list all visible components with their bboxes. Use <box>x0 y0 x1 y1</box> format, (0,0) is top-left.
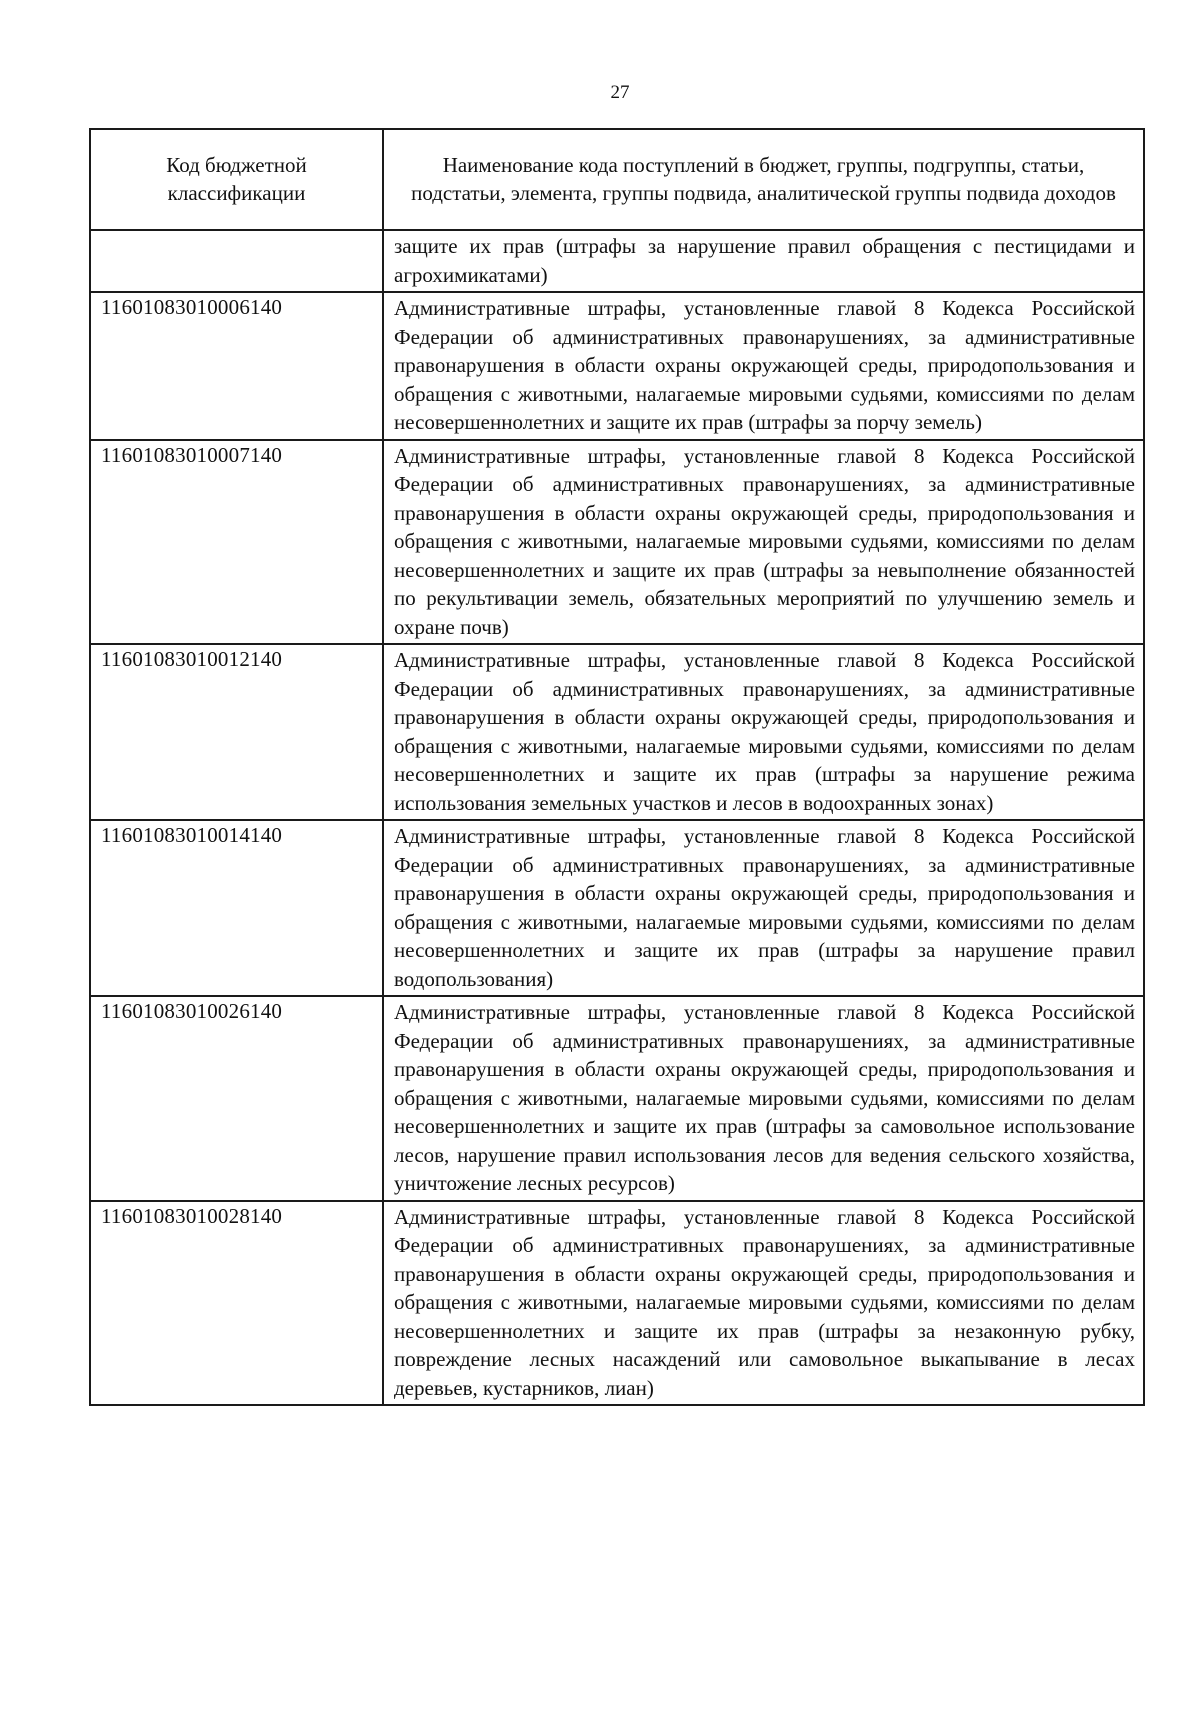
revenue-name-cell: Административные штрафы, установленные главой 8 Кодекса Российской Федерации об административных правонарушениях, за административные правонарушения в области охраны окружающей среды, природопользования и обращения с животными, налагаемые мировыми судьями, комиссиями по делам несовершеннолетних и защите их прав (штрафы за нарушение режима использования земельных участков и лесов в водоохранных зонах) <box>383 644 1144 820</box>
table-row <box>90 996 1144 1201</box>
table-row <box>90 820 1144 996</box>
header-code: Код бюджетной классификации <box>90 129 383 230</box>
header-name: Наименование кода поступлений в бюджет, группы, подгруппы, статьи, подстатьи, элемента, группы подвида, аналитической группы подвида доходов <box>383 129 1144 230</box>
budget-classification-table <box>89 128 1145 1406</box>
table-row <box>90 230 1144 292</box>
table-header-row <box>90 129 1144 230</box>
budget-code-cell: 11601083010014140 <box>90 820 383 996</box>
budget-code-cell: 11601083010007140 <box>90 440 383 645</box>
budget-code-cell: 11601083010028140 <box>90 1201 383 1406</box>
table-row <box>90 292 1144 440</box>
table-row <box>90 644 1144 820</box>
table-row <box>90 1201 1144 1406</box>
revenue-name-cell: Административные штрафы, установленные главой 8 Кодекса Российской Федерации об административных правонарушениях, за административные правонарушения в области охраны окружающей среды, природопользования и обращения с животными, налагаемые мировыми судьями, комиссиями по делам несовершеннолетних и защите их прав (штрафы за незаконную рубку, повреждение лесных насаждений или самовольное выкапывание в лесах деревьев, кустарников, лиан) <box>383 1201 1144 1406</box>
budget-code-cell: 11601083010026140 <box>90 996 383 1201</box>
revenue-name-cell: защите их прав (штрафы за нарушение правил обращения с пестицидами и агрохимикатами) <box>383 230 1144 292</box>
page-number: 27 <box>610 82 630 103</box>
revenue-name-cell: Административные штрафы, установленные главой 8 Кодекса Российской Федерации об административных правонарушениях, за административные правонарушения в области охраны окружающей среды, природопользования и обращения с животными, налагаемые мировыми судьями, комиссиями по делам несовершеннолетних и защите их прав (штрафы за самовольное использование лесов, нарушение правил использования лесов для ведения сельского хозяйства, уничтожение лесных ресурсов) <box>383 996 1144 1201</box>
budget-code-cell: 11601083010012140 <box>90 644 383 820</box>
budget-code-cell: 11601083010006140 <box>90 292 383 440</box>
revenue-name-cell: Административные штрафы, установленные главой 8 Кодекса Российской Федерации об административных правонарушениях, за административные правонарушения в области охраны окружающей среды, природопользования и обращения с животными, налагаемые мировыми судьями, комиссиями по делам несовершеннолетних и защите их прав (штрафы за порчу земель) <box>383 292 1144 440</box>
revenue-name-cell: Административные штрафы, установленные главой 8 Кодекса Российской Федерации об административных правонарушениях, за административные правонарушения в области охраны окружающей среды, природопользования и обращения с животными, налагаемые мировыми судьями, комиссиями по делам несовершеннолетних и защите их прав (штрафы за невыполнение обязанностей по рекультивации земель, обязательных мероприятий по улучшению земель и охране почв) <box>383 440 1144 645</box>
budget-code-cell <box>90 230 383 292</box>
table-row <box>90 440 1144 645</box>
revenue-name-cell: Административные штрафы, установленные главой 8 Кодекса Российской Федерации об административных правонарушениях, за административные правонарушения в области охраны окружающей среды, природопользования и обращения с животными, налагаемые мировыми судьями, комиссиями по делам несовершеннолетних и защите их прав (штрафы за нарушение правил водопользования) <box>383 820 1144 996</box>
